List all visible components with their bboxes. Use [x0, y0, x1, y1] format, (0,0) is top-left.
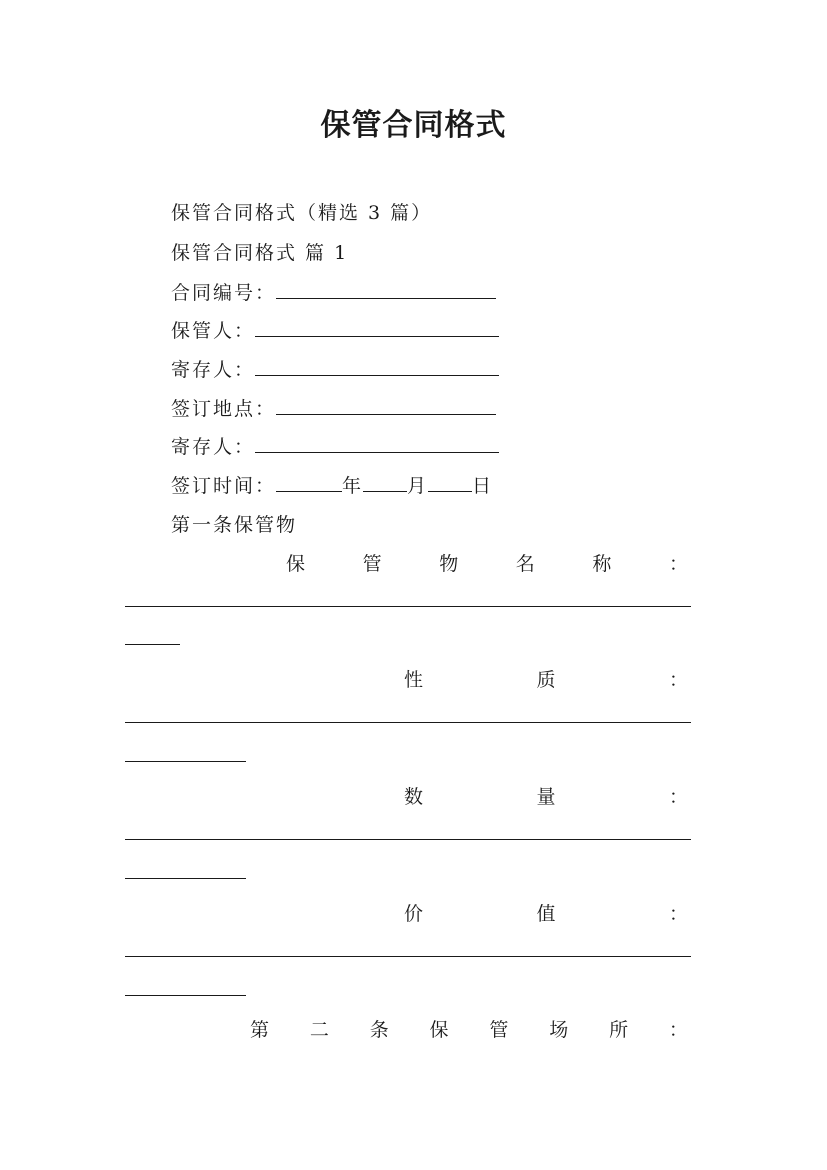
depositor-blank-2 [255, 434, 499, 453]
item-quantity-blank-line-end [125, 878, 246, 879]
depositor-blank-1 [255, 357, 499, 376]
item-quantity-char: 量 [536, 786, 556, 808]
item-name-colon: ： [668, 553, 688, 575]
item-nature-char: 性 [404, 669, 424, 691]
item-quantity-char: 数 [404, 786, 424, 808]
item-name-label [286, 549, 688, 576]
month-label: 月 [407, 475, 429, 497]
contract-number-label: 合同编号： [171, 282, 277, 304]
article-2-colon: ： [668, 1019, 688, 1041]
item-name-blank-line-end [125, 644, 180, 645]
item-name-char: 名 [515, 553, 535, 575]
month-blank [363, 473, 407, 492]
sign-place-line [171, 394, 496, 421]
article-2-char: 所 [609, 1019, 629, 1041]
item-quantity-blank-line [125, 839, 691, 840]
sign-time-label: 签订时间： [171, 475, 277, 497]
item-value-char: 价 [404, 903, 424, 925]
item-name-char: 称 [592, 553, 612, 575]
article-1-heading: 第一条保管物 [171, 514, 298, 536]
article-2-heading [250, 1015, 688, 1042]
custodian-label: 保管人： [171, 320, 256, 342]
item-quantity-label [404, 782, 688, 809]
article-2-char: 二 [309, 1019, 329, 1041]
depositor-label-1: 寄存人： [171, 359, 256, 381]
sign-time-line [171, 471, 493, 498]
section-title: 保管合同格式 篇 1 [171, 242, 349, 264]
sign-place-label: 签订地点： [171, 398, 277, 420]
item-name-char: 管 [362, 553, 382, 575]
item-value-blank-line-end [125, 995, 246, 996]
year-label: 年 [342, 475, 364, 497]
item-value-colon: ： [668, 903, 688, 925]
item-quantity-colon: ： [668, 786, 688, 808]
article-2-char: 条 [369, 1019, 389, 1041]
item-name-char: 物 [439, 553, 459, 575]
item-name-blank-line [125, 606, 691, 607]
item-nature-colon: ： [668, 669, 688, 691]
article-2-char: 场 [549, 1019, 569, 1041]
intro-line: 保管合同格式（精选 3 篇） [171, 202, 433, 224]
item-name-char: 保 [286, 553, 306, 575]
day-blank [428, 473, 472, 492]
document-title: 保管合同格式 [320, 108, 507, 143]
sign-place-blank [276, 396, 496, 415]
item-nature-blank-line-end [125, 761, 246, 762]
item-nature-blank-line [125, 722, 691, 723]
custodian-blank [255, 318, 499, 337]
item-value-blank-line [125, 956, 691, 957]
year-blank [276, 473, 342, 492]
custodian-line [171, 316, 499, 343]
article-2-char: 保 [429, 1019, 449, 1041]
depositor-line-1 [171, 355, 499, 382]
contract-number-blank [276, 280, 496, 299]
item-nature-char: 质 [536, 669, 556, 691]
contract-number-line [171, 278, 496, 305]
day-label: 日 [472, 475, 494, 497]
article-2-char: 第 [250, 1019, 270, 1041]
item-value-label [404, 899, 688, 926]
article-2-char: 管 [489, 1019, 509, 1041]
depositor-line-2 [171, 432, 499, 459]
item-nature-label [404, 665, 688, 692]
depositor-label-2: 寄存人： [171, 436, 256, 458]
item-value-char: 值 [536, 903, 556, 925]
